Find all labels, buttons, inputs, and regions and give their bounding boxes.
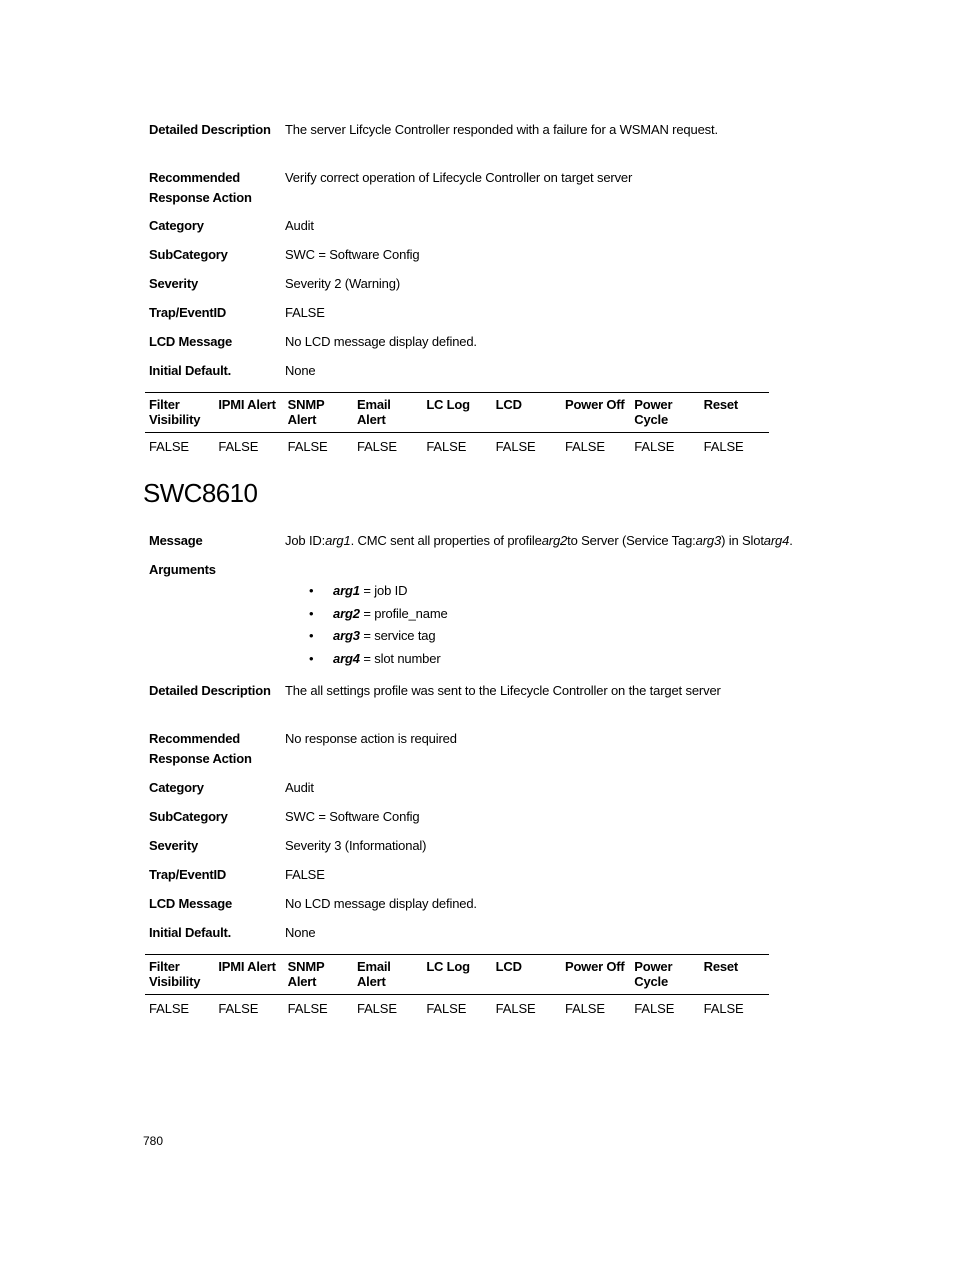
filter-table bbox=[145, 954, 769, 1022]
argument-desc: job ID bbox=[374, 583, 408, 598]
argument-item bbox=[285, 648, 809, 671]
recommended-action-label: Recommended Response Action bbox=[149, 731, 252, 766]
filter-value-cell: FALSE bbox=[149, 1001, 189, 1016]
subcategory-label: SubCategory bbox=[149, 809, 228, 824]
filter-header-row bbox=[145, 955, 769, 995]
arguments-label: Arguments bbox=[149, 562, 216, 577]
severity-label: Severity bbox=[149, 276, 198, 291]
section-title: SWC8610 bbox=[143, 478, 258, 508]
filter-header-cell: IPMI Alert bbox=[214, 955, 283, 995]
argument-name: arg3 bbox=[333, 628, 360, 644]
category-value: Audit bbox=[285, 218, 314, 233]
filter-header-cell: LC Log bbox=[422, 393, 491, 433]
detailed-description-value: The server Lifcycle Controller responded with a failure for a WSMAN request. bbox=[285, 122, 718, 137]
argument-item bbox=[285, 580, 809, 603]
filter-value-cell: FALSE bbox=[356, 1001, 397, 1016]
argument-desc: service tag bbox=[374, 628, 436, 644]
detail-row bbox=[149, 168, 809, 216]
detail-row bbox=[149, 274, 809, 303]
category-value: Audit bbox=[285, 780, 314, 795]
argument-equals: = bbox=[359, 650, 375, 666]
filter-header-row bbox=[145, 393, 769, 433]
filter-header-cell: IPMI Alert bbox=[214, 393, 283, 433]
filter-header-cell: LCD bbox=[492, 955, 561, 995]
filter-value-cell: FALSE bbox=[564, 439, 605, 454]
top-entry-details bbox=[149, 120, 809, 390]
filter-value-cell: FALSE bbox=[564, 1001, 605, 1016]
severity-label: Severity bbox=[149, 838, 198, 853]
bullet-icon: • bbox=[309, 605, 314, 621]
message-arg: arg3 bbox=[695, 533, 722, 548]
lcd-message-value: No LCD message display defined. bbox=[285, 896, 477, 911]
detail-row bbox=[149, 729, 809, 778]
subcategory-label: SubCategory bbox=[149, 247, 228, 262]
filter-table bbox=[145, 392, 769, 460]
filter-value-cell: FALSE bbox=[149, 439, 189, 454]
arguments-value bbox=[285, 560, 809, 670]
filter-value-cell: FALSE bbox=[356, 439, 397, 454]
detail-row bbox=[149, 332, 809, 361]
detail-row bbox=[149, 531, 809, 560]
filter-value-cell: FALSE bbox=[218, 439, 259, 454]
argument-item bbox=[285, 603, 809, 626]
detail-row bbox=[149, 923, 809, 952]
filter-value-cell: FALSE bbox=[634, 439, 675, 454]
subcategory-value: SWC = Software Config bbox=[285, 809, 420, 824]
filter-header-cell: Email Alert bbox=[353, 955, 422, 995]
trap-eventid-value: FALSE bbox=[285, 305, 325, 320]
severity-value: Severity 3 (Informational) bbox=[285, 838, 427, 853]
lcd-message-value: No LCD message display defined. bbox=[285, 334, 477, 349]
argument-item bbox=[285, 625, 809, 648]
detail-row bbox=[149, 865, 809, 894]
filter-header-cell: LC Log bbox=[422, 955, 491, 995]
message-label: Message bbox=[149, 533, 203, 548]
trap-eventid-value: FALSE bbox=[285, 867, 325, 882]
filter-header-cell: SNMP Alert bbox=[284, 393, 353, 433]
subcategory-value: SWC = Software Config bbox=[285, 247, 420, 262]
message-text: . bbox=[789, 533, 793, 548]
argument-equals: = bbox=[359, 605, 375, 621]
filter-header-cell: Reset bbox=[700, 955, 769, 995]
filter-value-row bbox=[145, 433, 769, 461]
filter-header-cell: LCD bbox=[492, 393, 561, 433]
argument-equals: = bbox=[359, 583, 375, 598]
category-label: Category bbox=[149, 780, 204, 795]
lcd-message-label: LCD Message bbox=[149, 334, 233, 349]
message-text: ) in Slot bbox=[721, 533, 764, 548]
argument-desc: profile_name bbox=[374, 605, 448, 621]
filter-value-cell: FALSE bbox=[426, 439, 467, 454]
bullet-icon: • bbox=[309, 583, 314, 598]
trap-eventid-label: Trap/EventID bbox=[149, 867, 227, 882]
detailed-description-label: Detailed Description bbox=[149, 683, 271, 698]
filter-header-cell: Power Off bbox=[561, 393, 630, 433]
message-value bbox=[285, 531, 809, 551]
filter-header-cell: Email Alert bbox=[353, 393, 422, 433]
message-text: . CMC sent all properties of profile bbox=[350, 533, 542, 548]
bullet-icon: • bbox=[309, 650, 314, 666]
initial-default-label: Initial Default. bbox=[149, 363, 232, 378]
argument-name: arg2 bbox=[333, 605, 360, 621]
trap-eventid-label: Trap/EventID bbox=[149, 305, 227, 320]
detailed-description-value: The all settings profile was sent to the Lifecycle Controller on the target server bbox=[285, 683, 721, 698]
bullet-icon: • bbox=[309, 628, 314, 644]
detail-row bbox=[149, 216, 809, 245]
filter-header-cell: Reset bbox=[700, 393, 769, 433]
filter-header-cell: Power Cycle bbox=[630, 393, 699, 433]
lcd-message-label: LCD Message bbox=[149, 896, 233, 911]
detail-row bbox=[149, 560, 809, 681]
detail-row bbox=[149, 807, 809, 836]
swc8610-details bbox=[149, 531, 809, 952]
filter-value-cell: FALSE bbox=[426, 1001, 467, 1016]
message-text: Job ID: bbox=[285, 533, 326, 548]
page-number: 780 bbox=[143, 1134, 164, 1148]
filter-value-cell: FALSE bbox=[218, 1001, 259, 1016]
recommended-action-value: Verify correct operation of Lifecycle Controller on target server bbox=[285, 170, 633, 185]
filter-value-cell: FALSE bbox=[703, 1001, 744, 1016]
filter-value-cell: FALSE bbox=[495, 439, 536, 454]
detail-row bbox=[149, 303, 809, 332]
initial-default-label: Initial Default. bbox=[149, 925, 232, 940]
message-arg: arg1 bbox=[325, 533, 351, 548]
detail-row bbox=[149, 120, 809, 168]
filter-value-cell: FALSE bbox=[634, 1001, 675, 1016]
argument-name: arg4 bbox=[333, 650, 360, 666]
detail-row bbox=[149, 681, 809, 729]
message-text: to Server (Service Tag: bbox=[567, 533, 696, 548]
filter-value-cell: FALSE bbox=[703, 439, 744, 454]
argument-desc: slot number bbox=[374, 650, 441, 666]
filter-header-cell: SNMP Alert bbox=[284, 955, 353, 995]
category-label: Category bbox=[149, 218, 204, 233]
detail-row bbox=[149, 778, 809, 807]
severity-value: Severity 2 (Warning) bbox=[285, 276, 400, 291]
detail-row bbox=[149, 836, 809, 865]
argument-name: arg1 bbox=[333, 583, 360, 598]
detail-row bbox=[149, 245, 809, 274]
filter-header-cell: Power Cycle bbox=[630, 955, 699, 995]
filter-value-cell: FALSE bbox=[287, 1001, 328, 1016]
argument-equals: = bbox=[359, 628, 375, 644]
detail-row bbox=[149, 894, 809, 923]
filter-header-cell: Power Off bbox=[561, 955, 630, 995]
filter-value-cell: FALSE bbox=[287, 439, 328, 454]
initial-default-value: None bbox=[285, 925, 316, 940]
detail-row bbox=[149, 361, 809, 390]
detailed-description-label: Detailed Description bbox=[149, 122, 271, 137]
filter-value-row bbox=[145, 995, 769, 1023]
recommended-action-value: No response action is required bbox=[285, 731, 457, 746]
filter-header-cell: Filter Visibility bbox=[145, 955, 214, 995]
arguments-list bbox=[285, 580, 809, 670]
message-arg: arg2 bbox=[541, 533, 568, 548]
message-arg: arg4 bbox=[763, 533, 790, 548]
filter-header-cell: Filter Visibility bbox=[145, 393, 214, 433]
filter-value-cell: FALSE bbox=[495, 1001, 536, 1016]
recommended-action-label: Recommended Response Action bbox=[149, 170, 252, 205]
initial-default-value: None bbox=[285, 363, 316, 378]
